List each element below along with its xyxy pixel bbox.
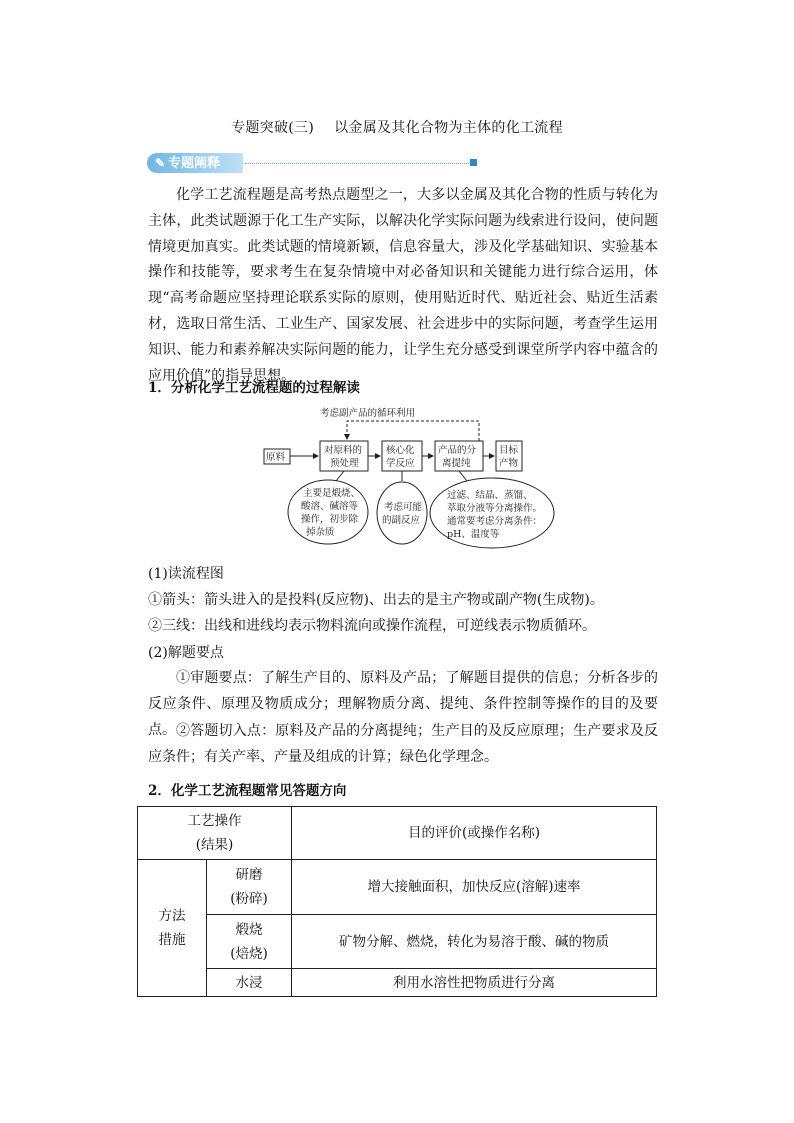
op-line1: 煅烧	[235, 921, 263, 938]
op-cell	[207, 860, 292, 915]
connector-box3-ellipse3	[459, 471, 467, 481]
ellipse2-line1: 考虑可能	[384, 502, 423, 513]
sub1-heading: (1)读流程图	[148, 566, 224, 582]
op-line2: (粉碎)	[230, 891, 268, 907]
op-line1: 研磨	[235, 867, 263, 883]
purpose-cell: 增大接触面积，加快反应(溶解)速率	[292, 860, 657, 915]
op-cell	[207, 915, 292, 969]
section1-heading: 1．分析化学工艺流程题的过程解读	[148, 380, 360, 396]
box2-line1: 核心化	[386, 445, 415, 456]
ellipse3-line3: 通常要考虑分离条件：	[447, 516, 543, 527]
header-operation-line1: 工艺操作	[187, 813, 242, 829]
sub2-item1: ①审题要点：了解生产目的、原料及产品；了解题目提供的信息；分析各步的反应条件、原理及物质成分；理解物质分离、提纯、条件控制等操作的目的及要点。	[148, 670, 658, 738]
ellipse3-line1: 过滤、结晶、蒸馏、	[447, 490, 533, 501]
banner-badge	[147, 153, 243, 173]
sub2-heading: (2)解题要点	[148, 645, 224, 661]
group-label-line1: 方法	[158, 908, 186, 924]
purpose-cell: 利用水溶性把物质进行分离	[292, 969, 657, 997]
page-title	[0, 117, 794, 137]
connector-box1-ellipse1	[336, 471, 344, 481]
table-header-row	[138, 807, 657, 860]
banner-square-marker	[470, 159, 477, 166]
diagram-recycle-label: 考虑副产品的循环利用	[320, 408, 416, 419]
header-operation-line2: (结果)	[195, 837, 234, 853]
sub2-item2: ②答题切入点：原料及产品的分离提纯；生产目的及反应原理；生产要求及反应条件；有关产率、产量及组成的计算；绿色化学理念。	[148, 723, 658, 765]
box2-line2: 学反应	[386, 458, 415, 469]
table-row	[138, 969, 657, 997]
box3-line2: 离提纯	[442, 458, 471, 469]
ellipse1-line1: 主要是煅烧、	[303, 488, 361, 499]
box1-line2: 预处理	[330, 458, 359, 469]
box4-line1: 目标	[499, 445, 519, 456]
section-banner	[147, 153, 477, 173]
op-cell: 水浸	[207, 969, 292, 997]
pen-icon: ✎	[155, 156, 166, 170]
purpose-cell: 矿物分解、燃烧，转化为易溶于酸、碱的物质	[292, 915, 657, 969]
table-row	[138, 915, 657, 969]
ellipse1-line2: 酸溶、碱溶等	[301, 501, 359, 512]
process-flow-diagram	[262, 405, 562, 550]
title-part1: 专题突破(三)	[231, 120, 315, 136]
ellipse1-line3: 操作，初步除	[301, 514, 359, 525]
banner-label: 专题阐释	[168, 156, 221, 171]
box4-line2: 产物	[499, 458, 519, 469]
intro-paragraph: 化学工艺流程题是高考热点题型之一，大多以金属及其化合物的性质与转化为主体，此类试题源于化工生产实际，以解决化学实际问题为线索进行设问，使问题情境更加真实。此类试题的情境新颖，信息容量大，涉及化学基础知识、实验基本操作和技能等，要求考生在复杂情境中对必备知识和关键能力进行综合运用，体现“高考命题应坚持理论联系实际的原则，使用贴近时代、贴近社会、贴近生活素材，选取日常生活、工业生产、国家发展、社会进步中的实际问题，考查学生运用知识、能力和素养解决实际问题的能力，让学生充分感受到课堂所学内容中蕴含的应用价值”的指导思想。	[148, 187, 658, 384]
group-cell-method	[138, 860, 207, 997]
group-label-line2: 措施	[158, 932, 186, 948]
section2-heading: 2．化学工艺流程题常见答题方向	[148, 783, 347, 799]
sub1-item1: ①箭头：箭头进入的是投料(反应物)、出去的是主产物或副产物(生成物)。	[148, 592, 604, 608]
raw-label: 原料	[266, 452, 286, 463]
box3-line1: 产品的分	[438, 445, 477, 456]
recycle-arrow	[347, 421, 479, 441]
banner-dotted-line	[245, 163, 469, 164]
box1-line1: 对原料的	[324, 445, 363, 456]
process-table	[137, 806, 657, 997]
ellipse3-line4: pH、温度等	[447, 529, 500, 540]
title-part2: 以金属及其化合物为主体的化工流程	[334, 120, 563, 136]
header-cell-operation	[138, 807, 292, 860]
side-reaction-ellipse	[377, 482, 427, 544]
sub1-item2: ②三线：出线和进线均表示物料流向或操作流程，可逆线表示物质循环。	[148, 618, 596, 634]
table-row	[138, 860, 657, 915]
ellipse2-line2: 的副反应	[382, 515, 421, 526]
op-line2: (焙烧)	[230, 945, 268, 962]
ellipse3-line2: 萃取分液等分离操作。	[447, 503, 543, 514]
header-cell-purpose: 目的评价(或操作名称)	[292, 807, 657, 860]
ellipse1-line4: 掉杂质	[306, 527, 335, 538]
